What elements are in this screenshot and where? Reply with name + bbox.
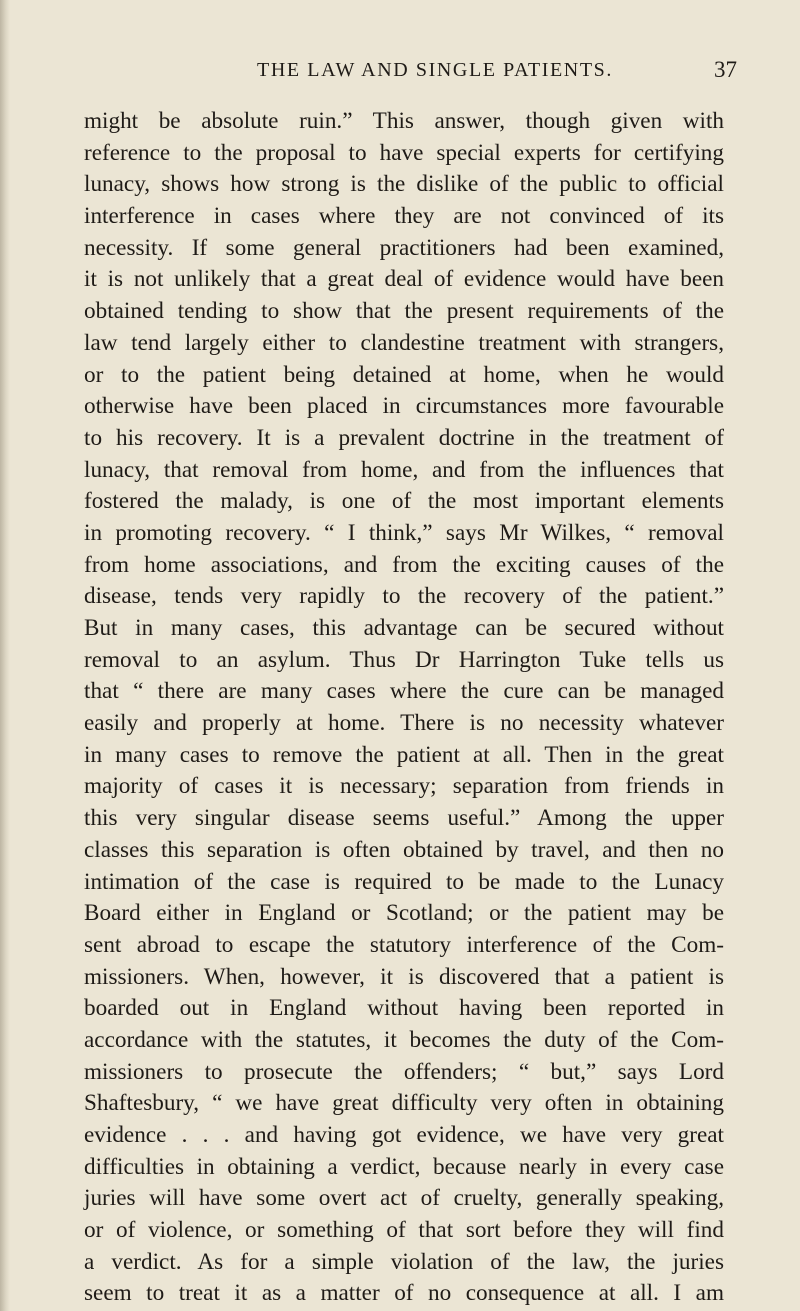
text-line: evidence . . . and having got evidence, we have very great [84, 1122, 724, 1148]
text-line: necessity. If some general practitioners had been examined, [84, 234, 724, 261]
text-line: difficulties in obtaining a verdict, because nearly in every case [84, 1153, 724, 1180]
text-line: or of violence, or something of that sort before they will find [84, 1217, 724, 1244]
text-line: obtained tending to show that the present requirements of the [84, 298, 724, 325]
text-line: it is not unlikely that a great deal of evidence would have been [84, 266, 724, 293]
text-line: removal to an asylum. Thus Dr Harrington Tuke tells us [84, 646, 724, 673]
text-line: otherwise have been placed in circumstances more favourable [84, 393, 724, 420]
text-line: juries will have some overt act of cruelty, generally speaking, [84, 1185, 724, 1212]
running-head-title: THE LAW AND SINGLE PATIENTS. [257, 59, 613, 81]
text-line: boarded out in England without having been reported in [84, 995, 724, 1022]
text-line: that “ there are many cases where the cure can be managed [84, 678, 724, 705]
text-line: Shaftesbury, “ we have great difficulty very often in obtaining [84, 1090, 724, 1117]
text-line: missioners. When, however, it is discovered that a patient is [84, 963, 724, 990]
text-line: in many cases to remove the patient at all. Then in the great [84, 741, 724, 768]
text-line: from home associations, and from the exciting causes of the [84, 551, 724, 578]
text-line: missioners to prosecute the offenders; “ but,” says Lord [84, 1058, 724, 1085]
text-line: majority of cases it is necessary; separation from friends in [84, 773, 724, 800]
text-line: a verdict. As for a simple violation of the law, the juries [84, 1248, 724, 1275]
text-line: or to the patient being detained at home, when he would [84, 361, 724, 388]
text-line: law tend largely either to clandestine treatment with strangers, [84, 329, 724, 356]
text-line: this very singular disease seems useful.” Among the upper [84, 805, 724, 832]
text-line: sent abroad to escape the statutory interference of the Com- [84, 931, 724, 958]
text-line: reference to the proposal to have special experts for certifying [84, 139, 724, 166]
text-line: But in many cases, this advantage can be secured without [84, 615, 724, 641]
text-line: disease, tends very rapidly to the recovery of the patient.” [84, 583, 724, 610]
page-number: 37 [714, 57, 737, 82]
running-head [0, 59, 800, 89]
text-line: interference in cases where they are not convinced of its [84, 203, 724, 230]
text-line: to his recovery. It is a prevalent doctrine in the treatment of [84, 424, 724, 451]
text-line: fostered the malady, is one of the most important elements [84, 488, 724, 515]
text-line: intimation of the case is required to be made to the Lunacy [84, 868, 724, 895]
text-line: classes this separation is often obtained by travel, and then no [84, 836, 724, 863]
text-line: in promoting recovery. “ I think,” says Mr Wilkes, “ removal [84, 519, 724, 546]
text-line: seem to treat it as a matter of no consequence at all. I am [84, 1280, 724, 1307]
text-line: Board either in England or Scotland; or the patient may be [84, 900, 724, 927]
page-binding-edge [0, 0, 10, 1311]
text-line: easily and properly at home. There is no necessity whatever [84, 710, 724, 737]
text-line: lunacy, that removal from home, and from the influences that [84, 456, 724, 483]
text-line: accordance with the statutes, it becomes the duty of the Com- [84, 1026, 724, 1053]
body-text [84, 106, 724, 1310]
text-line: might be absolute ruin.” This answer, though given with [84, 108, 724, 134]
text-line: lunacy, shows how strong is the dislike of the public to official [84, 171, 724, 198]
